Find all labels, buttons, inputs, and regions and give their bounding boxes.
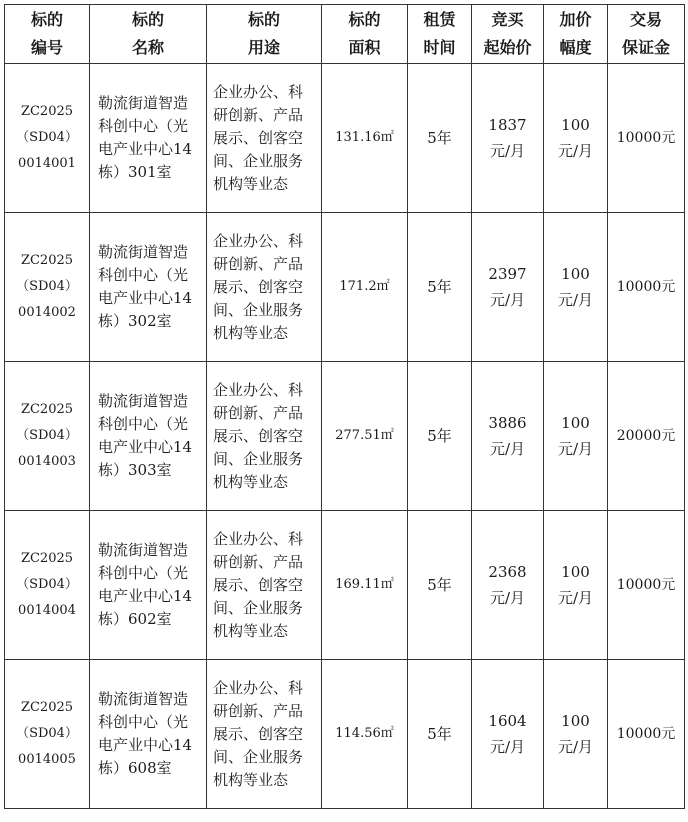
table-row xyxy=(5,213,685,362)
cell-increment: 100 元/月 xyxy=(544,362,608,511)
cell-term: 5年 xyxy=(408,64,472,213)
cell-name: 勒流街道智造科创中心（光电产业中心14栋）301室 xyxy=(90,64,207,213)
cell-use: 企业办公、科研创新、产品展示、创客空间、企业服务机构等业态 xyxy=(207,660,322,809)
cell-name: 勒流街道智造科创中心（光电产业中心14栋）602室 xyxy=(90,511,207,660)
cell-price: 1604 元/月 xyxy=(472,660,544,809)
header-increment: 加价 幅度 xyxy=(544,5,608,64)
cell-use: 企业办公、科研创新、产品展示、创客空间、企业服务机构等业态 xyxy=(207,213,322,362)
table-row xyxy=(5,511,685,660)
header-term: 租赁 时间 xyxy=(408,5,472,64)
cell-term: 5年 xyxy=(408,213,472,362)
cell-term: 5年 xyxy=(408,362,472,511)
header-use: 标的 用途 xyxy=(207,5,322,64)
cell-id: ZC2025 （SD04） 0014002 xyxy=(5,213,90,362)
header-name: 标的 名称 xyxy=(90,5,207,64)
lease-listing-table xyxy=(4,4,685,809)
cell-increment: 100 元/月 xyxy=(544,213,608,362)
cell-deposit: 10000元 xyxy=(608,511,685,660)
cell-name: 勒流街道智造科创中心（光电产业中心14栋）608室 xyxy=(90,660,207,809)
cell-use: 企业办公、科研创新、产品展示、创客空间、企业服务机构等业态 xyxy=(207,64,322,213)
header-deposit: 交易 保证金 xyxy=(608,5,685,64)
cell-term: 5年 xyxy=(408,511,472,660)
cell-deposit: 10000元 xyxy=(608,213,685,362)
cell-id: ZC2025 （SD04） 0014001 xyxy=(5,64,90,213)
cell-deposit: 10000元 xyxy=(608,660,685,809)
cell-use: 企业办公、科研创新、产品展示、创客空间、企业服务机构等业态 xyxy=(207,362,322,511)
header-row xyxy=(5,5,685,64)
cell-area: 114.56㎡ xyxy=(322,660,408,809)
table-row xyxy=(5,64,685,213)
cell-id: ZC2025 （SD04） 0014005 xyxy=(5,660,90,809)
cell-area: 169.11㎡ xyxy=(322,511,408,660)
cell-name: 勒流街道智造科创中心（光电产业中心14栋）302室 xyxy=(90,213,207,362)
header-area: 标的 面积 xyxy=(322,5,408,64)
cell-id: ZC2025 （SD04） 0014003 xyxy=(5,362,90,511)
cell-deposit: 10000元 xyxy=(608,64,685,213)
cell-name: 勒流街道智造科创中心（光电产业中心14栋）303室 xyxy=(90,362,207,511)
cell-price: 3886 元/月 xyxy=(472,362,544,511)
table-row xyxy=(5,660,685,809)
cell-price: 1837 元/月 xyxy=(472,64,544,213)
cell-term: 5年 xyxy=(408,660,472,809)
cell-use: 企业办公、科研创新、产品展示、创客空间、企业服务机构等业态 xyxy=(207,511,322,660)
cell-deposit: 20000元 xyxy=(608,362,685,511)
cell-increment: 100 元/月 xyxy=(544,511,608,660)
cell-area: 131.16㎡ xyxy=(322,64,408,213)
cell-price: 2397 元/月 xyxy=(472,213,544,362)
table-row xyxy=(5,362,685,511)
cell-increment: 100 元/月 xyxy=(544,64,608,213)
cell-price: 2368 元/月 xyxy=(472,511,544,660)
cell-increment: 100 元/月 xyxy=(544,660,608,809)
cell-area: 171.2㎡ xyxy=(322,213,408,362)
header-id: 标的 编号 xyxy=(5,5,90,64)
cell-area: 277.51㎡ xyxy=(322,362,408,511)
cell-id: ZC2025 （SD04） 0014004 xyxy=(5,511,90,660)
header-price: 竞买 起始价 xyxy=(472,5,544,64)
